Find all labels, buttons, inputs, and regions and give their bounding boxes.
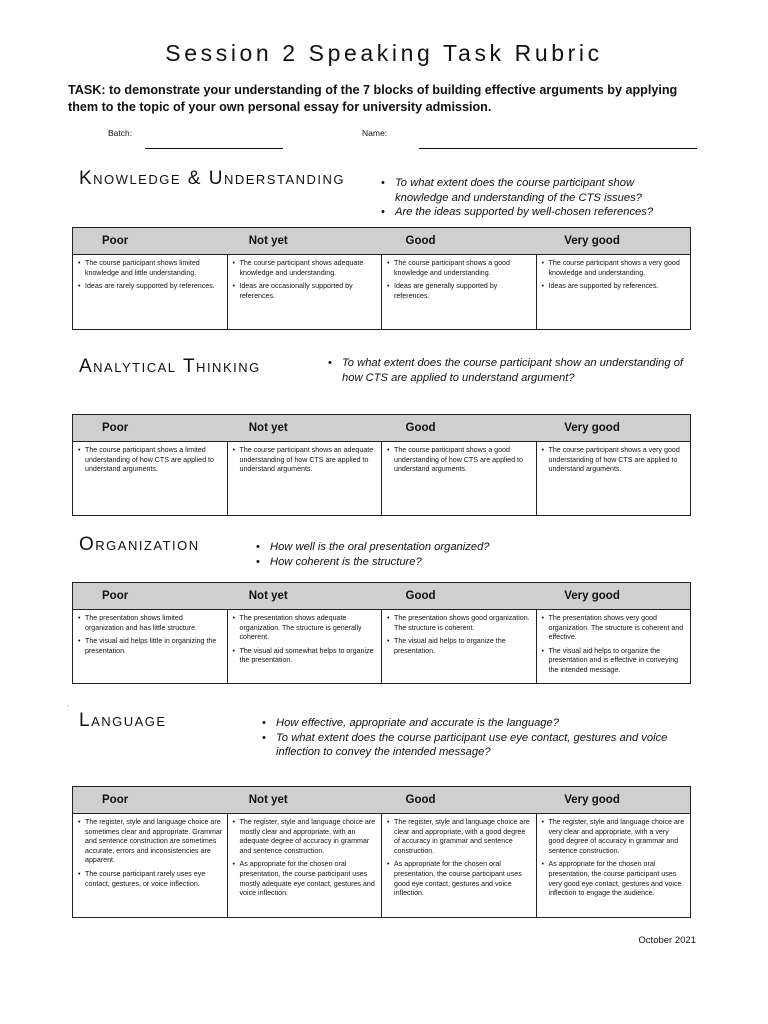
criterion-item: • The course participant rarely uses eye contact, gestures, or voice inflection.: [77, 870, 223, 889]
section-title-language: Language: [79, 710, 167, 731]
header-good: Good: [405, 590, 436, 602]
task-description: TASK: to demonstrate your understanding of the 7 blocks of building effective arguments by applying them to the topic of your own personal essay for university admission.: [68, 83, 678, 114]
criterion-item: • Ideas are rarely supported by references.: [77, 282, 223, 292]
header-good: Good: [405, 422, 436, 434]
rubric-cell-very-good: [537, 442, 691, 515]
header-poor: Poor: [102, 590, 129, 602]
criterion-item: • The register, style and language choice are very clear and appropriate, with a very good degree of accuracy in grammar and sentence construction.: [541, 818, 687, 856]
rubric-cell-good: [382, 610, 537, 683]
header-very-good: Very good: [564, 422, 620, 434]
rubric-body-row: [73, 610, 690, 683]
rubric-header-row: [73, 787, 690, 814]
header-very-good: Very good: [564, 590, 620, 602]
criterion-item: • The register, style and language choice are clear and appropriate, with a good degree of accuracy in grammar and sentence construction.: [386, 818, 532, 856]
section-questions-knowledge: [381, 176, 681, 220]
header-poor: Poor: [102, 235, 129, 247]
name-field[interactable]: [419, 148, 697, 149]
rubric-header-row: [73, 583, 690, 610]
section-questions-language: [262, 716, 692, 760]
rubric-cell-poor: [73, 442, 228, 515]
rubric-header-row: [73, 228, 690, 255]
section-title-knowledge: Knowledge & Understanding: [79, 168, 346, 189]
rubric-cell-poor: [73, 814, 228, 917]
question-item: • To what extent does the course participant show an understanding of how CTS are applied to understand argument?: [328, 356, 688, 385]
rubric-table-language: [72, 786, 691, 918]
criterion-item: • The register, style and language choice are sometimes clear and appropriate. Grammar and sentence construction are sometimes accurate, errors and inconsistencies are apparent.: [77, 818, 223, 866]
section-questions-organization: [256, 540, 616, 569]
criterion-item: • The course participant shows limited knowledge and little understanding.: [77, 259, 223, 278]
question-item: • To what extent does the course participant use eye contact, gestures and voice inflection to convey the intended message?: [262, 731, 692, 760]
question-item: • To what extent does the course participant show knowledge and understanding of the CTS issues?: [381, 176, 681, 205]
rubric-cell-not-yet: [228, 814, 383, 917]
criterion-item: • The presentation shows very good organization. The structure is coherent and effective.: [541, 614, 687, 643]
rubric-cell-poor: [73, 610, 228, 683]
criterion-item: • As appropriate for the chosen oral presentation, the course participant uses good eye contact, gestures and voice inflection.: [386, 860, 532, 898]
rubric-table-analytical: [72, 414, 691, 516]
criterion-item: • The presentation shows good organization. The structure is coherent.: [386, 614, 532, 633]
criterion-item: • As appropriate for the chosen oral presentation, the course participant uses mostly adequate eye contact, gestures and voice inflection.: [232, 860, 378, 898]
header-not-yet: Not yet: [248, 422, 288, 434]
criterion-item: • The course participant shows an adequate understanding of how CTS are applied to understand arguments.: [232, 446, 378, 475]
header-very-good: Very good: [564, 794, 620, 806]
header-poor: Poor: [102, 794, 129, 806]
criterion-item: • Ideas are generally supported by references.: [386, 282, 532, 301]
rubric-cell-very-good: [537, 814, 691, 917]
name-label: Name:: [362, 128, 388, 138]
footer-date: October 2021: [638, 935, 696, 946]
criterion-item: • The visual aid helps to organize the presentation.: [386, 637, 532, 656]
question-item: • Are the ideas supported by well-chosen references?: [381, 205, 681, 220]
stray-mark: .: [67, 702, 69, 708]
rubric-cell-good: [382, 814, 537, 917]
header-very-good: Very good: [564, 235, 620, 247]
criterion-item: • The course participant shows a good understanding of how CTS are applied to understand arguments.: [386, 446, 532, 475]
rubric-header-row: [73, 415, 690, 442]
criterion-item: • The course participant shows adequate knowledge and understanding.: [232, 259, 378, 278]
criterion-item: • The visual aid helps little in organizing the presentation.: [77, 637, 223, 656]
rubric-cell-good: [382, 442, 537, 515]
question-item: • How effective, appropriate and accurate is the language?: [262, 716, 692, 731]
rubric-body-row: [73, 255, 690, 329]
rubric-cell-very-good: [537, 255, 691, 329]
rubric-table-knowledge: [72, 227, 691, 330]
header-not-yet: Not yet: [248, 590, 288, 602]
criterion-item: • The course participant shows a very good understanding of how CTS are applied to understand arguments.: [541, 446, 687, 475]
batch-label: Batch:: [108, 128, 133, 138]
rubric-cell-poor: [73, 255, 228, 329]
question-item: • How well is the oral presentation organized?: [256, 540, 616, 555]
criterion-item: • Ideas are supported by references.: [541, 282, 687, 292]
rubric-body-row: [73, 814, 690, 917]
criterion-item: • The course participant shows a limited understanding of how CTS are applied to understand arguments.: [77, 446, 223, 475]
question-item: • How coherent is the structure?: [256, 555, 616, 570]
batch-field[interactable]: [145, 148, 283, 149]
rubric-cell-good: [382, 255, 537, 329]
criterion-item: • The visual aid somewhat helps to organize the presentation.: [232, 647, 378, 666]
header-not-yet: Not yet: [248, 235, 288, 247]
criterion-item: • The presentation shows limited organization and has little structure.: [77, 614, 223, 633]
rubric-cell-very-good: [537, 610, 691, 683]
criterion-item: • The course participant shows a good knowledge and understanding.: [386, 259, 532, 278]
header-good: Good: [405, 235, 436, 247]
criterion-item: • The presentation shows adequate organization. The structure is generally coherent.: [232, 614, 378, 643]
rubric-body-row: [73, 442, 690, 515]
header-not-yet: Not yet: [248, 794, 288, 806]
rubric-cell-not-yet: [228, 442, 383, 515]
criterion-item: • The course participant shows a very good knowledge and understanding.: [541, 259, 687, 278]
section-title-organization: Organization: [79, 534, 200, 555]
rubric-cell-not-yet: [228, 610, 383, 683]
page-title: Session 2 Speaking Task Rubric: [165, 40, 603, 66]
criterion-item: • The visual aid helps to organize the presentation and is effective in conveying the intended message.: [541, 647, 687, 676]
rubric-table-organization: [72, 582, 691, 684]
header-good: Good: [405, 794, 436, 806]
rubric-cell-not-yet: [228, 255, 383, 329]
criterion-item: • The register, style and language choice are mostly clear and appropriate, with an adequate degree of accuracy in grammar and sentence construction.: [232, 818, 378, 856]
header-poor: Poor: [102, 422, 129, 434]
section-questions-analytical: [328, 356, 688, 385]
criterion-item: • As appropriate for the chosen oral presentation, the course participant uses very good eye contact, gestures and voice inflection to engage the audience.: [541, 860, 687, 898]
criterion-item: • Ideas are occasionally supported by references.: [232, 282, 378, 301]
section-title-analytical: Analytical Thinking: [79, 356, 261, 377]
